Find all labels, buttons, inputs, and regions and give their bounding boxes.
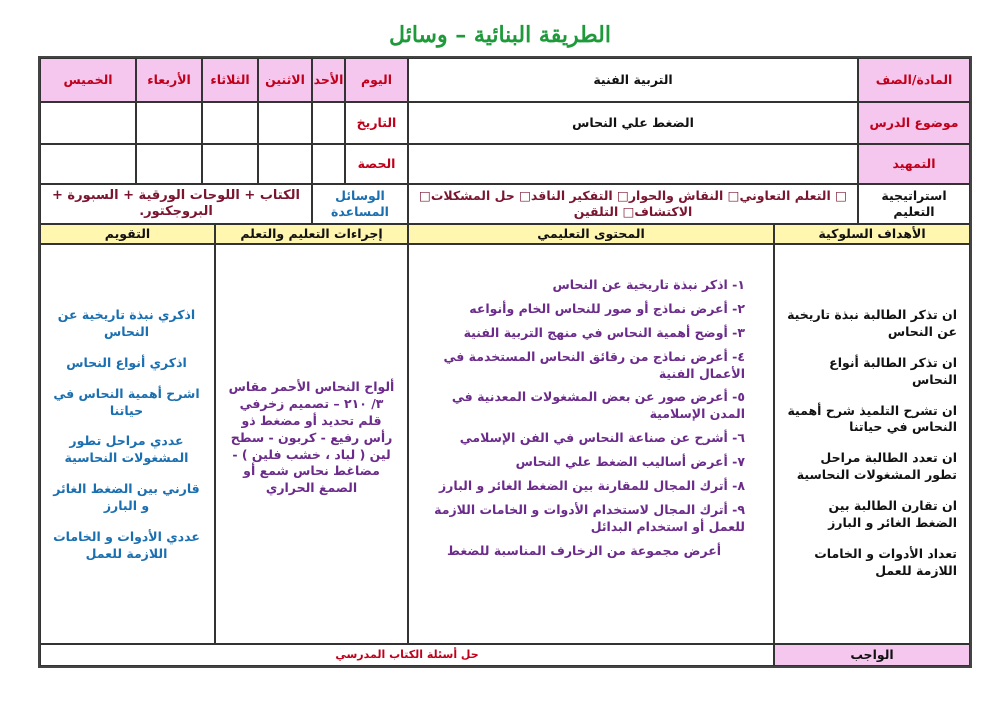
content-item: ٦- أشرح عن صناعة النحاس في الفن الإسلامي (459, 430, 745, 446)
strategy-label: استراتيجية التعليم (858, 184, 970, 224)
period-label: الحصة (345, 144, 408, 184)
period-tue[interactable] (202, 144, 258, 184)
evaluation-item: عددي مراحل تطور المشغولات النحاسية (64, 433, 189, 466)
content-item: أعرض مجموعة من الزخارف المناسبة للضغط (446, 542, 722, 558)
day-mon: الاثنين (258, 58, 312, 102)
objective-item: ان تعدد الطالبة مراحل تطور المشغولات النحاسية (796, 450, 957, 483)
period-mon[interactable] (258, 144, 312, 184)
topic-value: الضغط علي النحاس (408, 102, 858, 144)
objective-item: ان تقارن الطالبة بين الضغط الغائر و البارز (828, 498, 957, 530)
day-label: اليوم (345, 58, 408, 102)
content-item: ٩- أترك المجال لاستخدام الأدوات و الخامات اللازمة للعمل أو استخدام البدائل (434, 501, 745, 534)
content-header: المحتوى التعليمي (408, 224, 774, 244)
intro-label: التمهيد (858, 144, 970, 184)
subject-label: المادة/الصف (858, 58, 970, 102)
aids-label: الوسائل المساعدة (312, 184, 408, 224)
date-label: التاريخ (345, 102, 408, 144)
objective-item: ان تذكر الطالبة أنواع النحاس (829, 354, 957, 387)
page-title: الطريقة البنائية – وسائل (389, 22, 611, 48)
evaluation-item: عددي الأدوات و الخامات اللازمة للعمل (53, 528, 200, 561)
date-mon[interactable] (258, 102, 312, 144)
day-wed: الأربعاء (136, 58, 202, 102)
evaluation-column (40, 244, 215, 644)
procedures-header: إجراءات التعليم والتعلم (215, 224, 408, 244)
objective-item: ان تشرح التلميذ شرح أهمية النحاس في حياتنا (787, 402, 957, 435)
period-sun[interactable] (312, 144, 345, 184)
aids-value: الكتاب + اللوحات الورقية + السبورة + البروجكتور. (40, 184, 312, 224)
evaluation-item: اشرح أهمية النحاس في حياتنا (53, 385, 200, 418)
day-thu: الخميس (40, 58, 136, 102)
content-column (408, 244, 774, 644)
homework-label: الواجب (774, 644, 970, 666)
objectives-column (774, 244, 970, 644)
period-wed[interactable] (136, 144, 202, 184)
topic-label: موضوع الدرس (858, 102, 970, 144)
content-item: ٧- أعرض أساليب الضغط علي النحاس (515, 454, 745, 469)
strategy-value: □ التعلم التعاوني□ النقاش والحوار□ التفكير الناقد□ حل المشكلات□ الاكتشاف□ التلقين (408, 184, 858, 224)
evaluation-item: اذكري نبذة تاريخية عن النحاس (57, 307, 196, 339)
evaluation-item: قارني بين الضغط الغائر و البارز (53, 481, 200, 513)
content-item: ١- اذكر نبذة تاريخية عن النحاس (552, 277, 745, 292)
subject-value: التربية الفنية (408, 58, 858, 102)
date-wed[interactable] (136, 102, 202, 144)
content-item: ٢- أعرض نماذج أو صور للنحاس الخام وأنواعه (469, 300, 745, 316)
evaluation-header: التقويم (40, 224, 215, 244)
homework-value: حل أسئلة الكتاب المدرسي (40, 644, 774, 666)
date-sun[interactable] (312, 102, 345, 144)
day-sun: الأحد (312, 58, 345, 102)
objective-item: ان تذكر الطالبة نبذة تاريخية عن النحاس (787, 307, 957, 339)
date-thu[interactable] (40, 102, 136, 144)
intro-value[interactable] (408, 144, 858, 184)
period-thu[interactable] (40, 144, 136, 184)
procedures-text: ألواح النحاس الأحمر مقاس ٣/ ٢١٠ – تصميم زخرفي قلم تحديد أو مضغط ذو رأس رفيع - كربون - سطح لين ( لباد ، خشب فلين ) - مضاغط نحاس شمع أو الصمغ الحراري (228, 379, 395, 496)
objectives-header: الأهداف السلوكية (774, 224, 970, 244)
content-item: ٣- أوضح أهمية النحاس في منهج التربية الفنية (463, 324, 745, 340)
day-tue: الثلاثاء (202, 58, 258, 102)
evaluation-item: اذكري أنواع النحاس (66, 354, 187, 370)
procedures-column (215, 244, 408, 644)
date-tue[interactable] (202, 102, 258, 144)
content-item: ٨- أترك المجال للمقارنة بين الضغط الغائر و البارز (438, 477, 745, 493)
objective-item: تعداد الأدوات و الخامات اللازمة للعمل (814, 545, 957, 578)
content-item: ٥- أعرض صور عن بعض المشغولات المعدنية في المدن الإسلامية (451, 389, 745, 422)
content-item: ٤- أعرض نماذج من رقائق النحاس المستخدمة في الأعمال الفنية (443, 348, 745, 381)
